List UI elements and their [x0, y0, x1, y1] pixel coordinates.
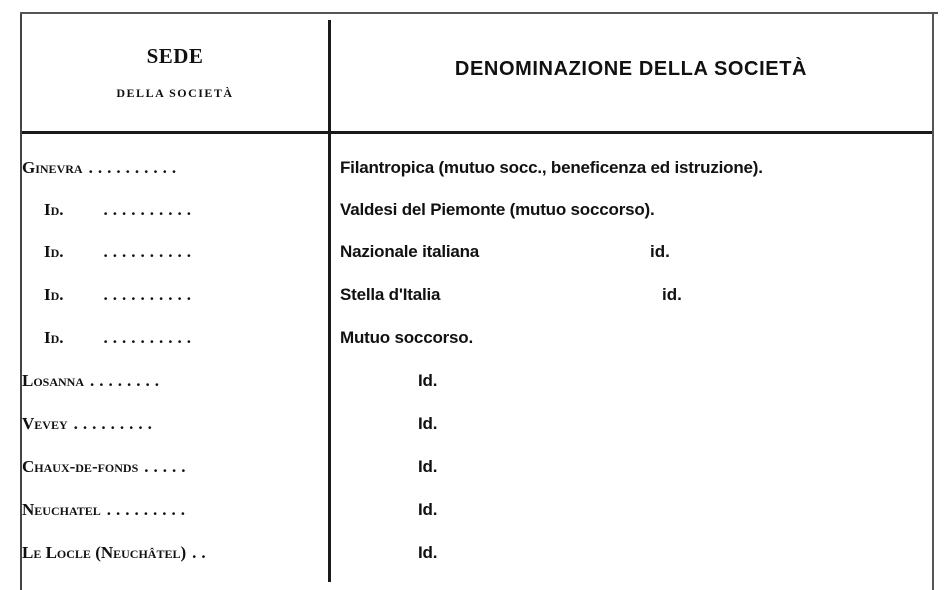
sede-cell [22, 447, 328, 487]
sede-name: Vevey [22, 414, 68, 433]
sede-name: Le Locle (Neuchâtel) [22, 543, 187, 562]
dot-leader: .......... [88, 158, 182, 177]
denominazione-cell: Mutuo soccorso. [340, 328, 474, 347]
dot-leader: ........ [90, 371, 165, 390]
table-row [22, 275, 932, 315]
dot-leader: .......... [103, 285, 197, 304]
sede-cell [22, 404, 328, 444]
sede-cell [22, 318, 328, 358]
table-row [22, 490, 932, 530]
sede-name: Id. [44, 200, 64, 219]
sede-name: Id. [44, 328, 64, 347]
denominazione-cell: Nazionale italiana [340, 242, 480, 261]
dot-leader: .. [192, 543, 211, 562]
sede-name: Losanna [22, 371, 85, 390]
table-row [22, 318, 932, 358]
dot-leader: .......... [103, 328, 197, 347]
denominazione-cell: Valdesi del Piemonte (mutuo soccorso). [340, 200, 655, 219]
sede-name: Neuchatel [22, 500, 101, 519]
dot-leader: ..... [144, 457, 191, 476]
sede-cell [22, 190, 328, 230]
denominazione-cell: Filantropica (mutuo socc., beneficenza ed istruzione). [340, 158, 763, 177]
sede-cell [22, 275, 328, 315]
sede-cell [22, 232, 328, 272]
denominazione-cell: Id. [418, 457, 438, 476]
table-row [22, 447, 932, 487]
table-row [22, 232, 932, 272]
header-denominazione-title: DENOMINAZIONE DELLA SOCIETÀ [454, 58, 808, 80]
table-row [22, 148, 932, 188]
header-sede-title: SEDE [146, 44, 204, 68]
header-sede-subtitle: DELLA SOCIETÀ [116, 86, 234, 100]
denominazione-cell: Stella d'Italia [340, 285, 441, 304]
sede-name: Chaux-de-fonds [22, 457, 139, 476]
table-row [22, 533, 932, 573]
denominazione-cell: Id. [418, 371, 438, 390]
header-divider [22, 131, 932, 134]
sede-cell [22, 533, 328, 573]
table-row [22, 190, 932, 230]
sede-name: Id. [44, 285, 64, 304]
denominazione-id: id. [650, 242, 670, 261]
sede-cell [22, 490, 328, 530]
table-row [22, 404, 932, 444]
sede-name: Id. [44, 242, 64, 261]
dot-leader: ......... [106, 500, 190, 519]
denominazione-cell: Id. [418, 543, 438, 562]
sede-cell [22, 148, 328, 188]
top-border [20, 12, 938, 14]
denominazione-cell: Id. [418, 500, 438, 519]
denominazione-cell: Id. [418, 414, 438, 433]
sede-name: Ginevra [22, 158, 83, 177]
dot-leader: .......... [103, 242, 197, 261]
sede-cell [22, 361, 328, 401]
dot-leader: ......... [73, 414, 157, 433]
dot-leader: .......... [103, 200, 197, 219]
denominazione-id: id. [662, 285, 682, 304]
right-border [932, 14, 934, 590]
table-row [22, 361, 932, 401]
